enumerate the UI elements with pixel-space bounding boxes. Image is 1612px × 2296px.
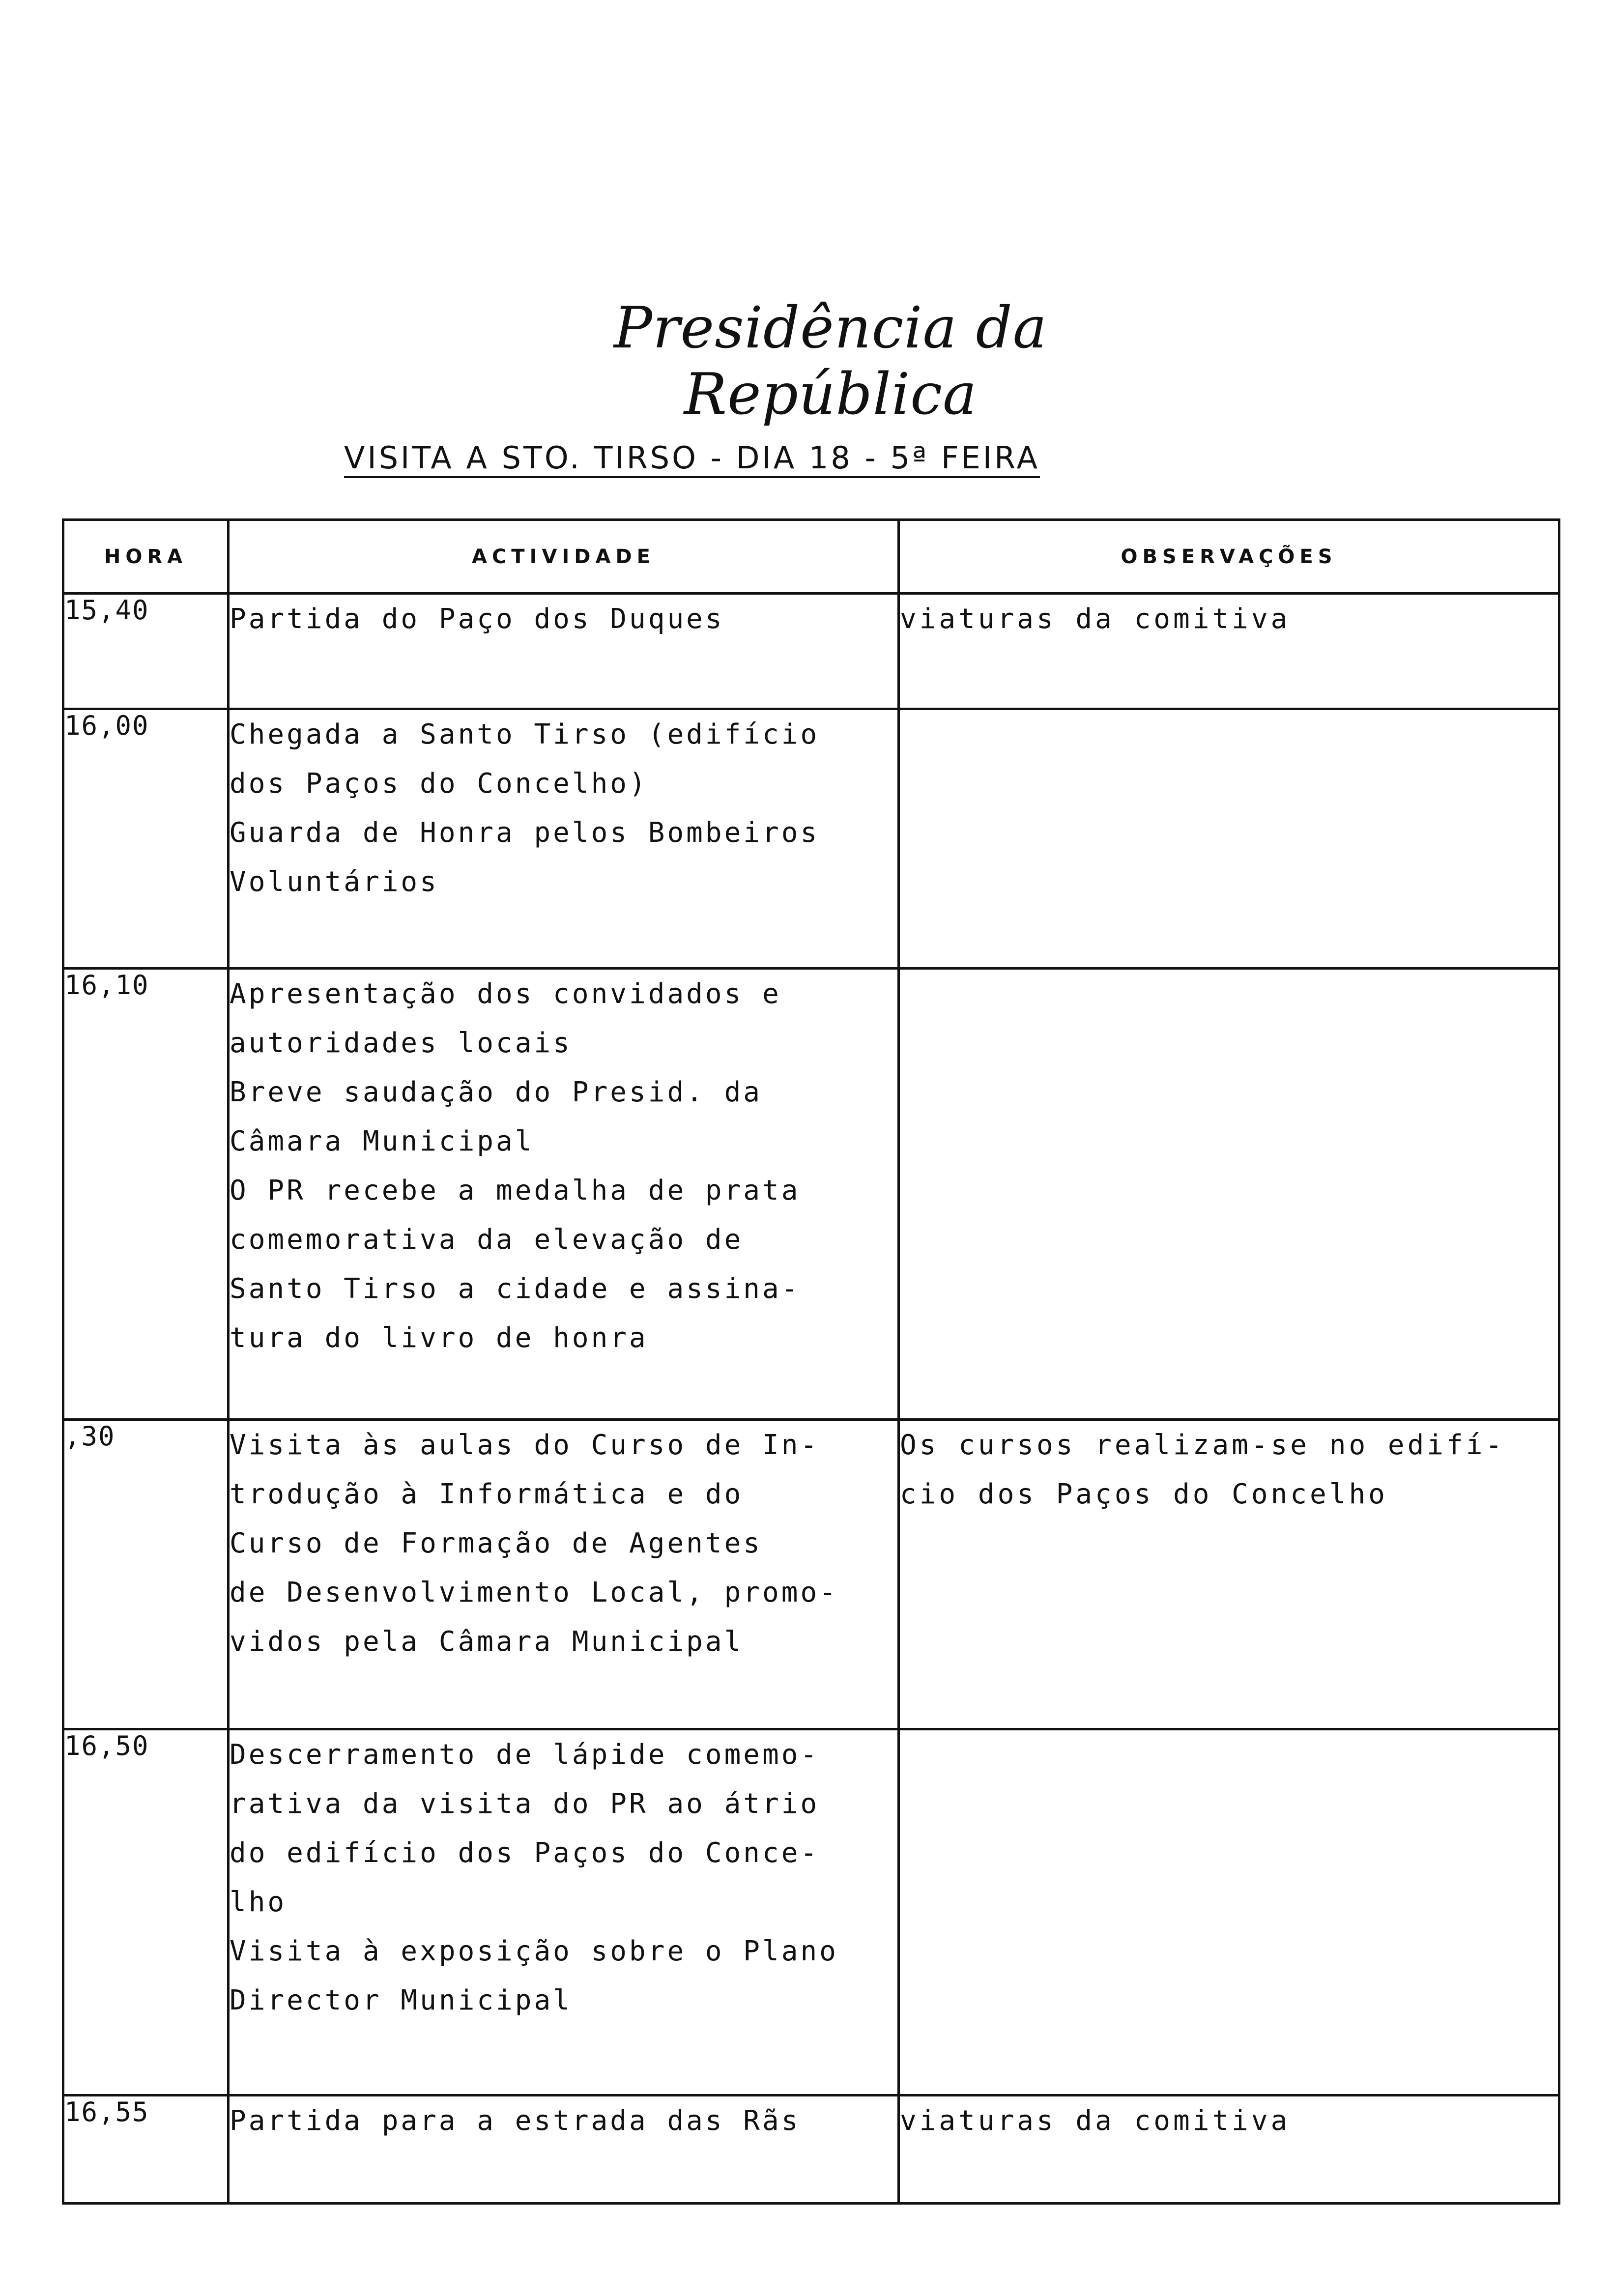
- table-row: [63, 709, 1559, 969]
- activity-line: Visita à exposição sobre o Plano: [230, 1935, 838, 1967]
- table-row: [63, 1729, 1559, 2095]
- activity-cell: [229, 2095, 899, 2204]
- observation-line: Os cursos realizam-se no edifí-: [900, 1429, 1505, 1461]
- activity-cell: [229, 1729, 899, 2095]
- time-cell: 16,10: [63, 969, 229, 1420]
- activity-cell: [229, 709, 899, 969]
- activity-line: Curso de Formação de Agentes: [230, 1527, 763, 1559]
- activity-line: Apresentação dos convidados e: [230, 978, 781, 1010]
- activity-line: Partida do Paço dos Duques: [230, 603, 724, 635]
- activity-line: lho: [230, 1886, 287, 1918]
- activity-line: autoridades locais: [230, 1027, 572, 1059]
- observation-cell: [899, 709, 1559, 969]
- activity-line: Santo Tirso a cidade e assina-: [230, 1273, 801, 1305]
- activity-line: comemorativa da elevação de: [230, 1224, 744, 1256]
- header-observacoes: OBSERVAÇÕES: [899, 520, 1559, 594]
- time-cell: 15,40: [63, 594, 229, 709]
- time-cell: 16,50: [63, 1729, 229, 2095]
- activity-line: de Desenvolvimento Local, promo-: [230, 1577, 838, 1608]
- activity-line: Descerramento de lápide comemo-: [230, 1739, 820, 1771]
- activity-cell: [229, 1420, 899, 1729]
- activity-line: tura do livro de honra: [230, 1322, 648, 1354]
- table-header-row: [63, 520, 1559, 594]
- observation-line: viaturas da comitiva: [900, 603, 1291, 635]
- header-hora: HORA: [63, 520, 229, 594]
- observation-cell: [899, 1420, 1559, 1729]
- observation-line: cio dos Paços do Concelho: [900, 1478, 1388, 1510]
- activity-cell: [229, 969, 899, 1420]
- activity-line: Câmara Municipal: [230, 1125, 534, 1157]
- activity-line: Chegada a Santo Tirso (edifício: [230, 718, 820, 750]
- schedule-table: [62, 518, 1560, 2205]
- page-title: VISITA A STO. TIRSO - DIA 18 - 5ª FEIRA: [344, 440, 1040, 476]
- activity-line: Partida para a estrada das Rãs: [230, 2105, 801, 2137]
- activity-line: Visita às aulas do Curso de In-: [230, 1429, 820, 1461]
- table-row: [63, 1420, 1559, 1729]
- letterhead: Presidência da República: [614, 295, 1047, 428]
- table-row: [63, 969, 1559, 1420]
- table-row: [63, 594, 1559, 709]
- activity-line: do edifício dos Paços do Conce-: [230, 1837, 820, 1869]
- activity-line: vidos pela Câmara Municipal: [230, 1626, 744, 1658]
- activity-line: Guarda de Honra pelos Bombeiros: [230, 817, 820, 849]
- header-actividade: ACTIVIDADE: [229, 520, 899, 594]
- activity-line: O PR recebe a medalha de prata: [230, 1175, 801, 1206]
- activity-line: trodução à Informática e do: [230, 1478, 744, 1510]
- observation-cell: [899, 594, 1559, 709]
- activity-line: Breve saudação do Presid. da: [230, 1076, 763, 1108]
- activity-cell: [229, 594, 899, 709]
- table-row: [63, 2095, 1559, 2204]
- observation-cell: [899, 2095, 1559, 2204]
- activity-line: Voluntários: [230, 866, 439, 898]
- activity-line: rativa da visita do PR ao átrio: [230, 1788, 820, 1820]
- time-cell: 16,00: [63, 709, 229, 969]
- time-cell: 16,55: [63, 2095, 229, 2204]
- observation-line: viaturas da comitiva: [900, 2105, 1291, 2137]
- observation-cell: [899, 1729, 1559, 2095]
- activity-line: Director Municipal: [230, 1984, 572, 2016]
- observation-cell: [899, 969, 1559, 1420]
- activity-line: dos Paços do Concelho): [230, 768, 648, 800]
- time-cell: ,30: [63, 1420, 229, 1729]
